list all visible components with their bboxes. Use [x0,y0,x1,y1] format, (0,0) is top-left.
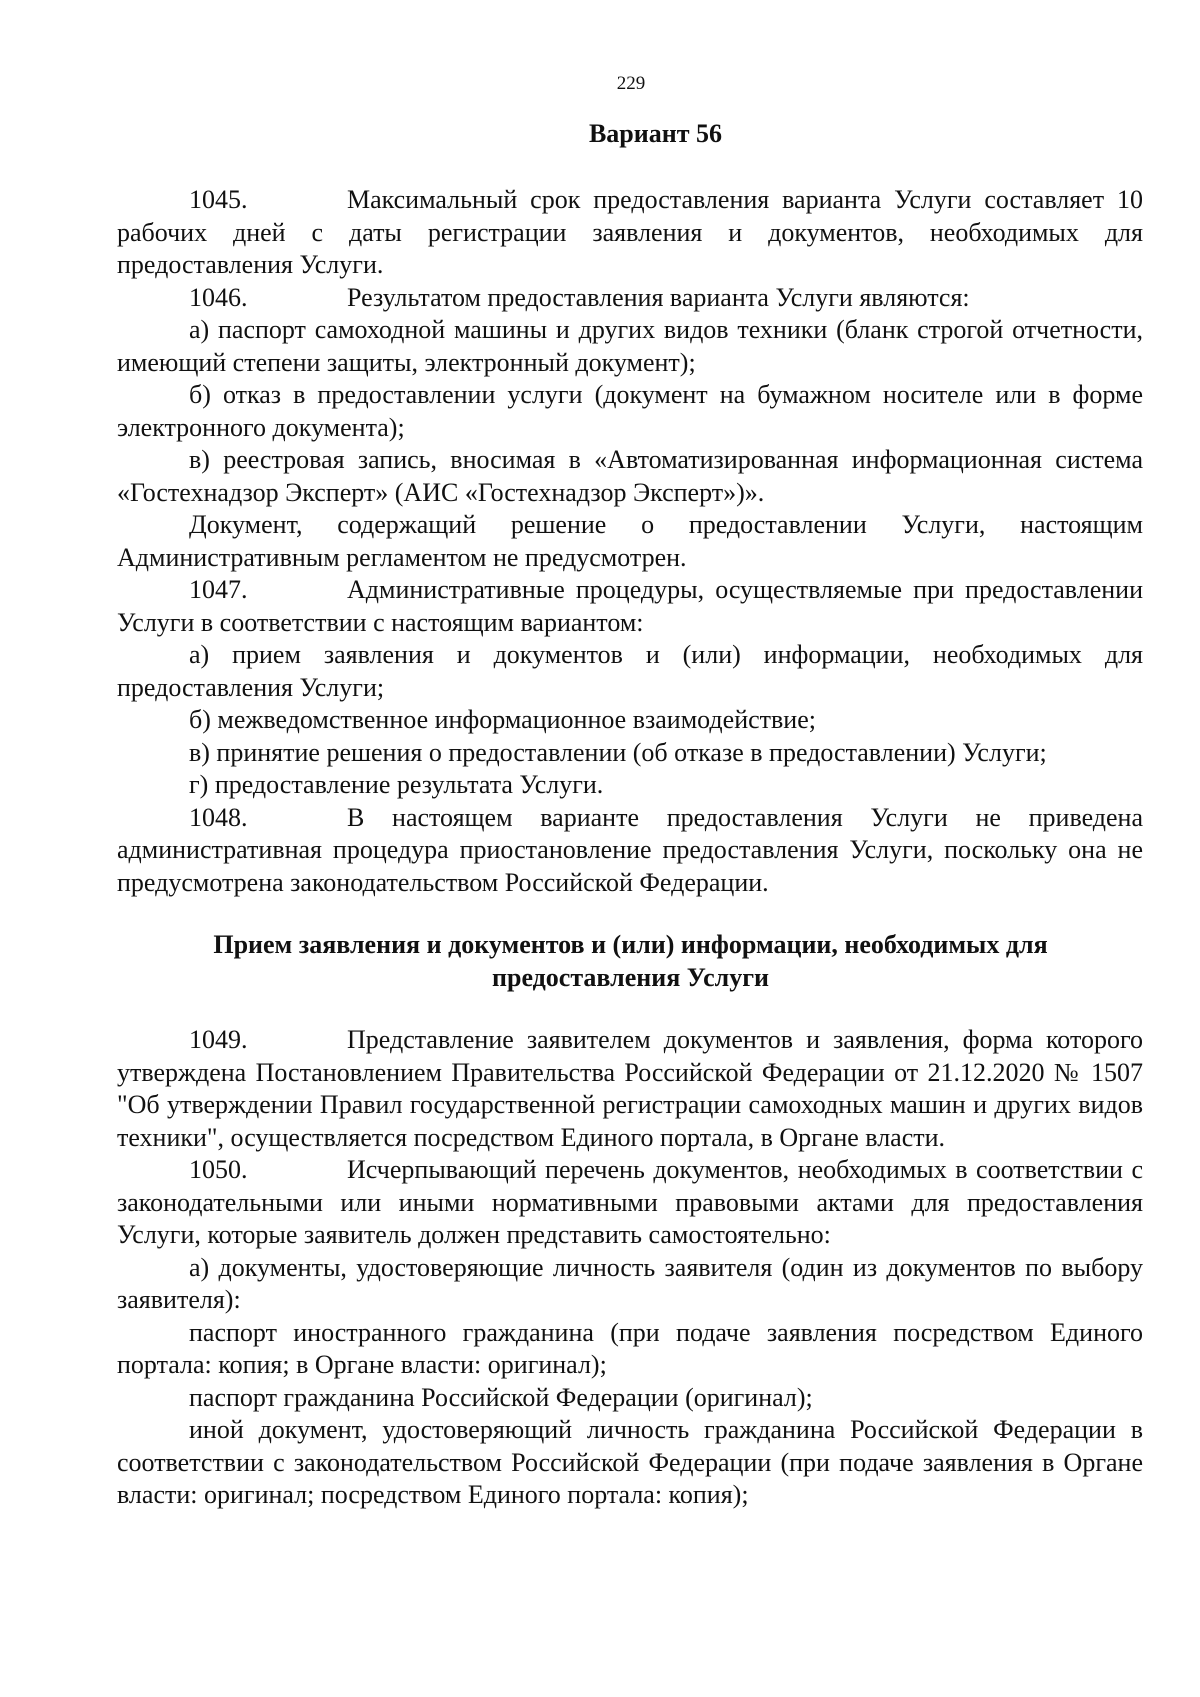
paragraph [117,282,1143,315]
paragraph-text: иной документ, удостоверяющий личность гражданина Российской Федерации в соответствии с законодательством Российской Федерации (при подаче заявления в Органе власти: оригинал; посредством Единого портала: копия); [117,1415,1143,1509]
paragraph-text: Представление заявителем документов и заявления, форма которого утверждена Постановлением Правительства Российской Федерации от 21.12.2020 № 1507 "Об утверждении Правил государственной регистрации самоходных машин и других видов техники", осуществляется посредством Единого портала, в Органе власти. [117,1025,1143,1152]
paragraph-text: в) реестровая запись, вносимая в «Автоматизированная информационная система «Гостехнадзор Эксперт» (АИС «Гостехнадзор Эксперт»)». [117,445,1143,507]
list-item [117,737,1143,770]
paragraph [117,1024,1143,1154]
paragraph [117,574,1143,639]
paragraph-text: Административные процедуры, осуществляемые при предоставлении Услуги в соответствии с настоящим вариантом: [117,575,1143,637]
paragraph-text: В настоящем варианте предоставления Услуги не приведена административная процедура приостановление предоставления Услуги, поскольку она не предусмотрена законодательством Российской Федерации. [117,802,1143,897]
variant-heading: Вариант 56 [588,119,723,148]
paragraph-text: б) отказ в предоставлении услуги (документ на бумажном носителе или в форме электронного документа); [117,380,1143,442]
paragraph-text: а) паспорт самоходной машины и других видов техники (бланк строгой отчетности, имеющий степени защиты, электронный документ); [117,315,1143,377]
list-item [117,1252,1143,1317]
list-item [117,1382,1143,1415]
list-item [117,639,1143,704]
paragraph-text: а) прием заявления и документов и (или) информации, необходимых для предоставления Услуги; [117,640,1143,702]
paragraph-text: г) предоставление результата Услуги. [189,770,604,799]
paragraph-text: Исчерпывающий перечень документов, необходимых в соответствии с законодательными или иными нормативными правовыми актами для предоставления Услуги, которые заявитель должен представить самостоятельно: [117,1155,1143,1249]
page-number: 229 [616,73,646,94]
paragraph [117,802,1143,900]
list-item [117,769,1143,802]
paragraph [117,1154,1143,1252]
paragraph-text: в) принятие решения о предоставлении (об отказе в предоставлении) Услуги; [189,737,1047,767]
paragraph [117,184,1143,282]
paragraphs-block-2 [117,1024,1143,1512]
list-item [117,314,1143,379]
list-item [117,379,1143,444]
section-heading: Прием заявления и документов и (или) информации, необходимых для предоставления Услуги [213,930,1048,992]
paragraph-text: паспорт иностранного гражданина (при подаче заявления посредством Единого портала: копия; в Органе власти: оригинал); [117,1317,1143,1379]
list-item [117,444,1143,509]
paragraph-text: Максимальный срок предоставления варианта Услуги составляет 10 рабочих дней с даты регистрации заявления и документов, необходимых для предоставления Услуги. [117,185,1143,279]
paragraph-number: 1049. [189,1025,248,1054]
paragraph-text: б) межведомственное информационное взаимодействие; [189,705,816,734]
paragraph-number: 1048. [189,802,248,832]
paragraph-text: Результатом предоставления варианта Услуги являются: [347,282,970,312]
paragraphs-block-1 [117,184,1143,899]
paragraph-text: паспорт гражданина Российской Федерации (оригинал); [189,1382,813,1412]
paragraph-number: 1050. [189,1155,248,1184]
paragraph-text: а) документы, удостоверяющие личность заявителя (один из документов по выбору заявителя): [117,1252,1143,1314]
list-item [117,704,1143,737]
list-item [117,1317,1143,1382]
paragraph-number: 1045. [189,185,248,214]
paragraph-text: Документ, содержащий решение о предоставлении Услуги, настоящим Административным регламентом не предусмотрен. [117,510,1143,572]
paragraph-number: 1047. [189,575,248,604]
list-item [117,1414,1143,1512]
paragraph [117,509,1143,574]
paragraph-number: 1046. [189,282,248,312]
